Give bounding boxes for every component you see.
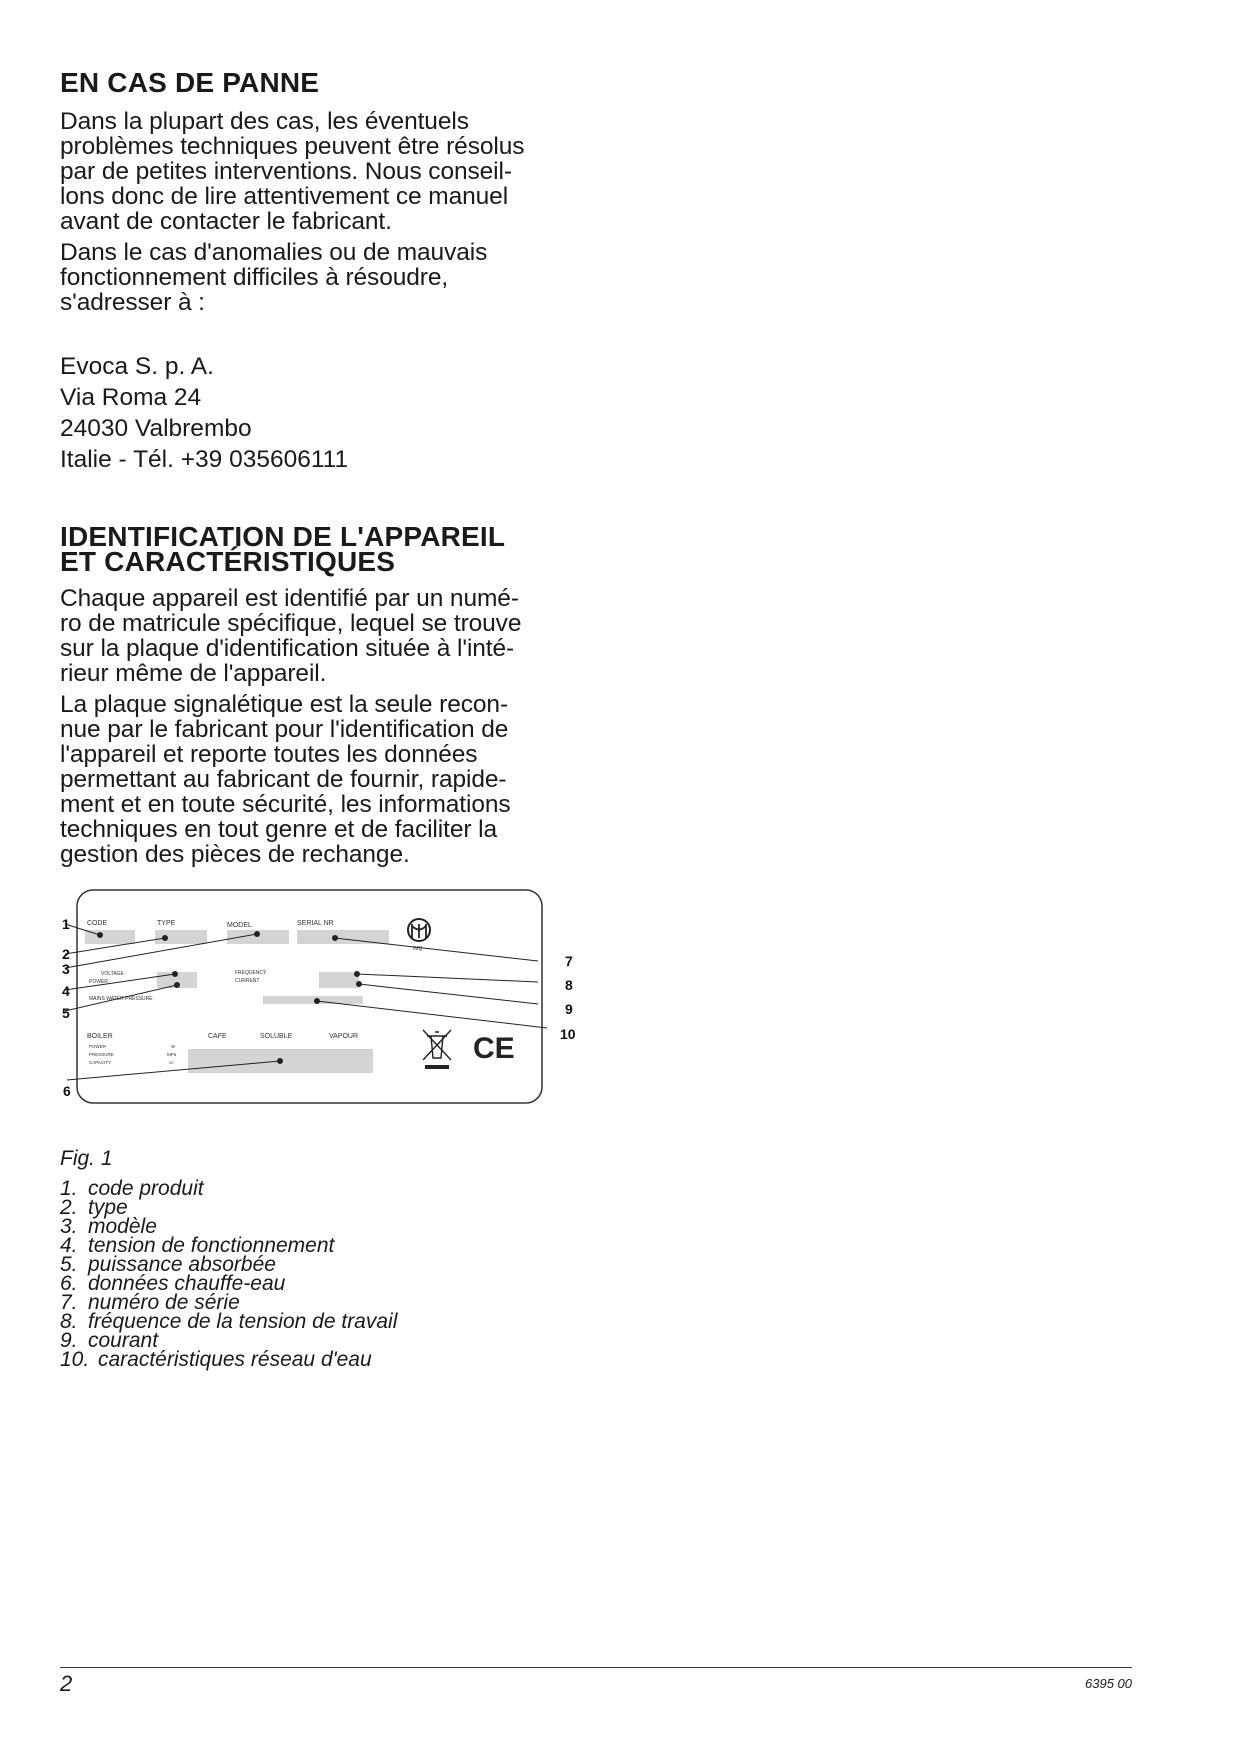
line: gestion des pièces de rechange. — [60, 841, 410, 868]
mains-pressure-field — [263, 996, 363, 1004]
line: par de petites interventions. Nous conseil- — [60, 158, 512, 185]
code-field — [85, 930, 135, 944]
legend-text: modèle — [88, 1215, 157, 1238]
document-code: 6395 00 — [1085, 1676, 1132, 1691]
paragraph-identification-2 — [60, 692, 600, 867]
section-en-cas-de-panne — [60, 67, 600, 475]
legend-number: 10. — [60, 1348, 90, 1371]
legend-text: fréquence de la tension de travail — [88, 1310, 398, 1333]
legend-text: code produit — [88, 1177, 204, 1200]
callout-10: 10 — [560, 1026, 576, 1042]
plate-label-cafe: CAFE — [208, 1033, 227, 1040]
plate-label-serial: SERIAL NR — [297, 920, 334, 927]
line: fonctionnement difficiles à résoudre, — [60, 264, 449, 291]
plate-label-frequency: FREQUENCY — [235, 970, 267, 976]
section-title-identification — [60, 521, 600, 577]
line: techniques en tout genre et de faciliter la — [60, 816, 497, 843]
line: Chaque appareil est identifié par un numé- — [60, 585, 519, 612]
manufacturer-address — [60, 351, 600, 475]
plate-label-mains: MAINS WATER PRESSURE — [89, 996, 153, 1002]
identification-plate-figure — [55, 888, 595, 1113]
legend-number: 7. — [60, 1291, 78, 1314]
plate-unit-w: W — [171, 1044, 176, 1049]
plate-label-vapour: VAPOUR — [329, 1033, 359, 1040]
address-line: Evoca S. p. A. — [60, 353, 214, 380]
plate-label-code: CODE — [87, 920, 108, 927]
plate-label-boiler-capacity: CAPACITY — [89, 1060, 112, 1065]
callout-6: 6 — [63, 1083, 71, 1099]
plate-label-boiler-pressure: PRESSURE — [89, 1052, 114, 1057]
legend-text: type — [88, 1196, 128, 1219]
legend-number: 8. — [60, 1310, 78, 1333]
section-title-panne: EN CAS DE PANNE — [60, 67, 320, 98]
figure-caption: Fig. 1 — [60, 1147, 113, 1170]
page-number: 2 — [60, 1671, 73, 1696]
serial-field — [297, 930, 389, 944]
line: ro de matricule spécifique, lequel se trouve — [60, 610, 522, 637]
legend-text: caractéristiques réseau d'eau — [98, 1348, 372, 1371]
legend-number: 6. — [60, 1272, 78, 1295]
legend-text: numéro de série — [88, 1291, 240, 1314]
plate-label-type: TYPE — [157, 920, 176, 927]
section-identification — [60, 521, 600, 868]
plate-label-boiler-power: POWER — [89, 1044, 107, 1049]
plate-unit-cc: cc — [169, 1060, 174, 1065]
plate-label-current: CURRENT — [235, 978, 260, 984]
address-line: Via Roma 24 — [60, 384, 202, 411]
legend-number: 9. — [60, 1329, 78, 1352]
callout-5: 5 — [62, 1005, 70, 1021]
callout-3: 3 — [62, 961, 70, 977]
ce-mark-icon — [473, 1032, 515, 1065]
plate-label-boiler: BOILER — [87, 1033, 113, 1040]
legend-number: 1. — [60, 1177, 78, 1200]
address-line: Italie - Tél. +39 035606111 — [60, 446, 349, 473]
address-line: 24030 Valbrembo — [60, 415, 252, 442]
figure-legend — [60, 1179, 397, 1369]
line: avant de contacter le fabricant. — [60, 208, 392, 235]
callout-1: 1 — [62, 916, 70, 932]
title-line: IDENTIFICATION DE L'APPAREIL — [60, 521, 506, 552]
imq-label: IMQ — [413, 946, 423, 952]
legend-item — [60, 1350, 397, 1369]
paragraph-panne-2 — [60, 240, 600, 315]
ce-label: CE — [473, 1032, 515, 1065]
plate-label-voltage: VOLTAGE — [101, 971, 124, 977]
legend-number: 4. — [60, 1234, 78, 1257]
title-line: ET CARACTÉRISTIQUES — [60, 546, 396, 577]
legend-text: courant — [88, 1329, 159, 1352]
line: l'appareil et reporte toutes les données — [60, 741, 478, 768]
legend-text: tension de fonctionnement — [88, 1234, 335, 1257]
line: Dans la plupart des cas, les éventuels — [60, 108, 469, 135]
line: ment et en toute sécurité, les informations — [60, 791, 511, 818]
line: La plaque signalétique est la seule recon- — [60, 691, 508, 718]
line: rieur même de l'appareil. — [60, 660, 327, 687]
plate-label-soluble: SOLUBLE — [260, 1033, 293, 1040]
callout-4: 4 — [62, 983, 70, 999]
footer-divider — [60, 1667, 1132, 1668]
plate-label-power: POWER — [89, 979, 108, 985]
legend-number: 2. — [60, 1196, 78, 1219]
legend-number: 3. — [60, 1215, 78, 1238]
paragraph-identification-1 — [60, 586, 600, 686]
line: problèmes techniques peuvent être résolus — [60, 133, 525, 160]
frequency-current-field — [319, 972, 359, 988]
line: lons donc de lire attentivement ce manuel — [60, 183, 509, 210]
legend-text: puissance absorbée — [88, 1253, 276, 1276]
plate-label-model: MODEL — [227, 922, 252, 929]
legend-number: 5. — [60, 1253, 78, 1276]
line: s'adresser à : — [60, 289, 205, 316]
line: Dans le cas d'anomalies ou de mauvais — [60, 239, 488, 266]
callout-7: 7 — [565, 953, 573, 969]
callout-9: 9 — [565, 1001, 573, 1017]
legend-text: données chauffe-eau — [88, 1272, 286, 1295]
line: nue par le fabricant pour l'identification de — [60, 716, 509, 743]
callout-2: 2 — [62, 946, 70, 962]
paragraph-panne-1 — [60, 109, 600, 234]
callout-8: 8 — [565, 977, 573, 993]
plate-unit-mpa: MPa — [167, 1052, 177, 1057]
line: permettant au fabricant de fournir, rapide- — [60, 766, 507, 793]
line: sur la plaque d'identification située à l'inté- — [60, 635, 515, 662]
weee-bin-icon — [423, 1030, 451, 1069]
